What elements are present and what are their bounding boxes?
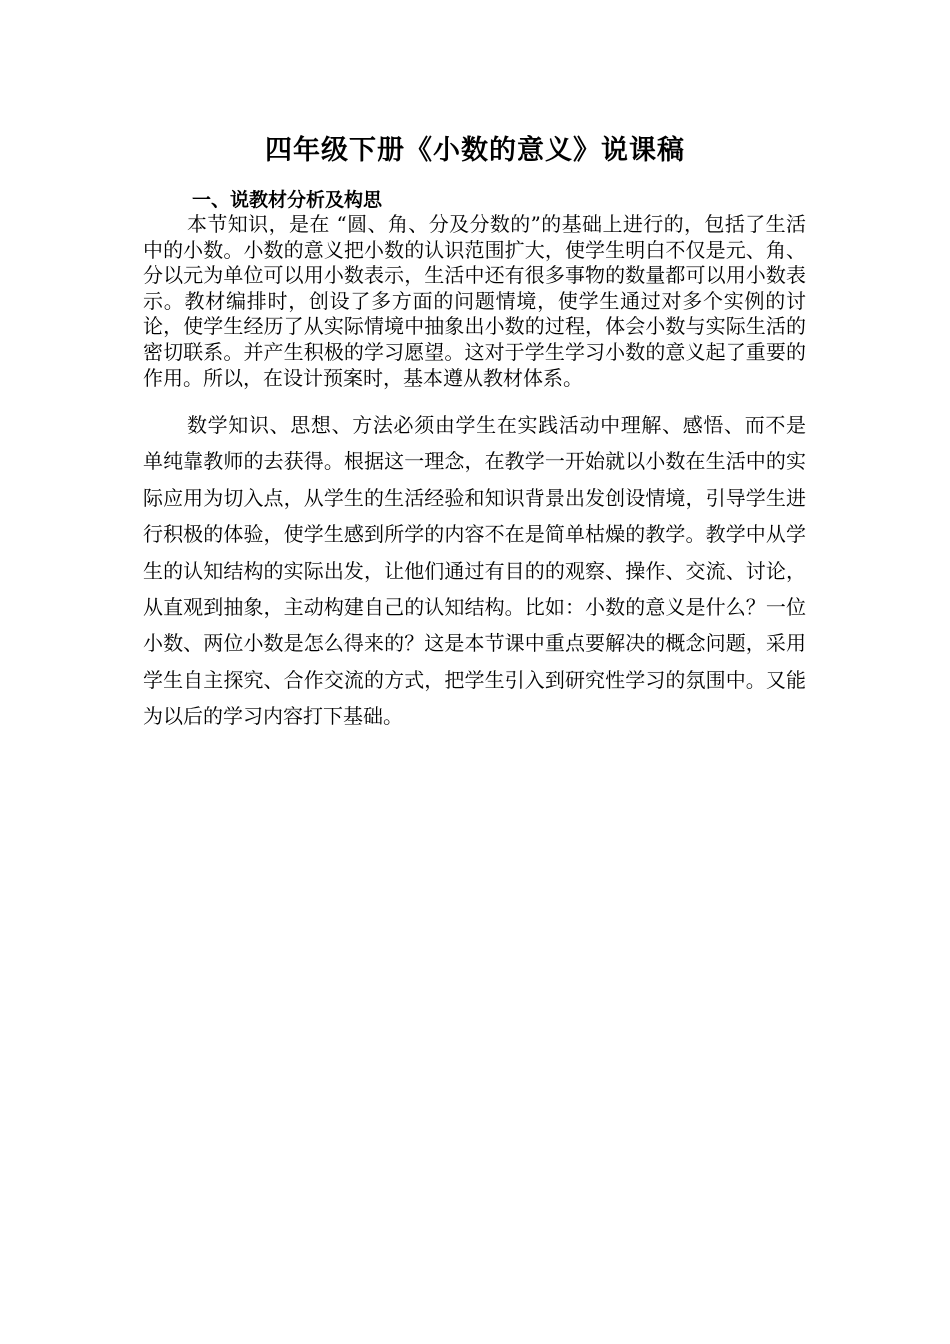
section-heading: 一、说教材分析及构思 [192, 189, 383, 211]
document-title: 四年级下册《小数的意义》说课稿 [265, 135, 685, 166]
body-paragraph-2: 数学知识、思想、方法必须由学生在实践活动中理解、感悟、而不是单纯靠教师的去获得。根据这一理念，在教学一开始就以小数在生活中的实际应用为切入点，从学生的生活经验和知识背景出发创设情境，引导学生进行积极的体验，使学生感到所学的内容不在是简单枯燥的教学。教学中从学生的认知结构的实际出发，让他们通过有目的的观察、操作、交流、讨论，从直观到抽象，主动构建自己的认知结构。比如：小数的意义是什么？一位小数、两位小数是怎么得来的？这是本节课中重点要解决的概念问题，采用学生自主探究、合作交流的方式，把学生引入到研究性学习的氛围中。又能为以后的学习内容打下基础。 [143, 413, 806, 729]
body-paragraph-1: 本节知识，是在 “圆、角、分及分数的”的基础上进行的，包括了生活中的小数。小数的意义把小数的认识范围扩大，使学生明白不仅是元、角、分以元为单位可以用小数表示，生活中还有很多事物的数量都可以用小数表示。教材编排时，创设了多方面的问题情境，使学生通过对多个实例的讨论，使学生经历了从实际情境中抽象出小数的过程，体会小数与实际生活的密切联系。并产生积极的学习愿望。这对于学生学习小数的意义起了重要的作用。所以，在设计预案时，基本遵从教材体系。 [143, 212, 806, 390]
